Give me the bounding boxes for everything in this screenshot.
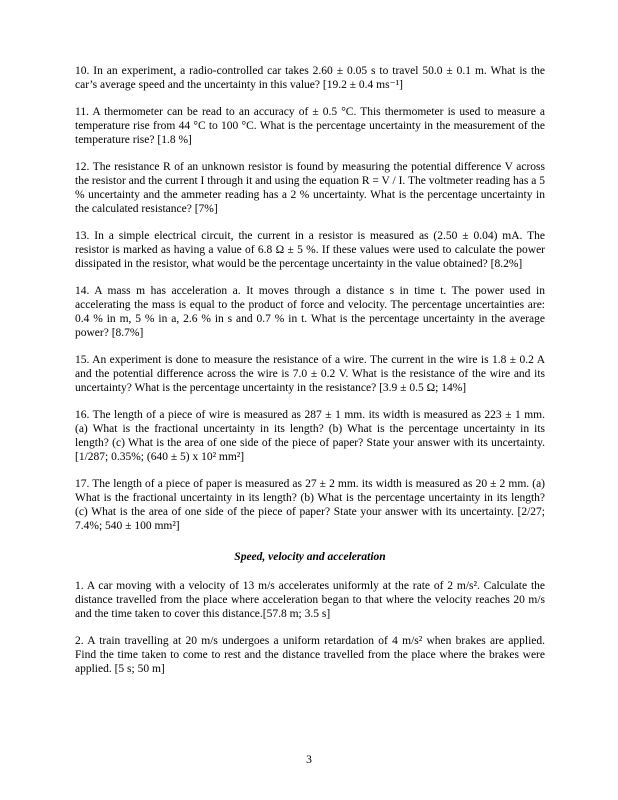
question-sva-2: 2. A train travelling at 20 m/s undergoes a uniform retardation of 4 m/s² when brakes are applied. Find the time taken to come to rest and the distance travelled from the place where the brakes were applied. [5 s; 50 m]	[75, 635, 545, 675]
question-10: 10. In an experiment, a radio-controlled car takes 2.60 ± 0.05 s to travel 50.0 ± 0.1 m. What is the car’s average speed and the uncertainty in this value? [19.2 ± 0.4 ms⁻¹]	[75, 65, 545, 91]
question-sva-1: 1. A car moving with a velocity of 13 m/s accelerates uniformly at the rate of 2 m/s². Calculate the distance travelled from the place where acceleration began to that where the velocity reaches 20 m/s and the time taken to cover this distance.[57.8 m; 3.5 s]	[75, 580, 545, 620]
question-11: 11. A thermometer can be read to an accuracy of ± 0.5 °C. This thermometer is used to measure a temperature rise from 44 °C to 100 °C. What is the percentage uncertainty in the measurement of the temperature rise? [1.8 %]	[75, 106, 545, 146]
question-14: 14. A mass m has acceleration a. It moves through a distance s in time t. The power used in accelerating the mass is equal to the product of force and velocity. The percentage uncertainties are: 0.4 % in m, 5 % in a, 2.6 % in s and 0.7 % in t. What is the percentage uncertainty in the average power? [8.7%]	[75, 285, 545, 339]
section-heading: Speed, velocity and acceleration	[234, 551, 386, 563]
question-13: 13. In a simple electrical circuit, the current in a resistor is measured as (2.50 ± 0.04) mA. The resistor is marked as having a value of 6.8 Ω ± 5 %. If these values were used to calculate the power dissipated in the resistor, what would be the percentage uncertainty in the value obtained? [8.2%]	[75, 230, 545, 270]
question-12: 12. The resistance R of an unknown resistor is found by measuring the potential difference V across the resistor and the current I through it and using the equation R = V / I. The voltmeter reading has a 5 % uncertainty and the ammeter reading has a 2 % uncertainty. What is the percentage uncertainty in the calculated resistance? [7%]	[75, 161, 545, 215]
question-15: 15. An experiment is done to measure the resistance of a wire. The current in the wire is 1.8 ± 0.2 A and the potential difference across the wire is 7.0 ± 0.2 V. What is the resistance of the wire and its uncertainty? What is the percentage uncertainty in the resistance? [3.9 ± 0.5 Ω; 14%]	[75, 354, 545, 394]
question-16: 16. The length of a piece of wire is measured as 287 ± 1 mm. its width is measured as 223 ± 1 mm. (a) What is the fractional uncertainty in its length? (b) What is the percentage uncertainty in its length? (c) What is the area of one side of the piece of paper? State your answer with its uncertainty. [1/287; 0.35%; (640 ± 5) x 10² mm²]	[75, 409, 545, 463]
question-17: 17. The length of a piece of paper is measured as 27 ± 2 mm. its width is measured as 20 ± 2 mm. (a) What is the fractional uncertainty in its length? (b) What is the percentage uncertainty in its length? (c) What is the area of one side of the piece of paper? State your answer with its uncertainty. [2/27; 7.4%; 540 ± 100 mm²]	[75, 478, 545, 532]
page-number: 3	[306, 754, 312, 766]
